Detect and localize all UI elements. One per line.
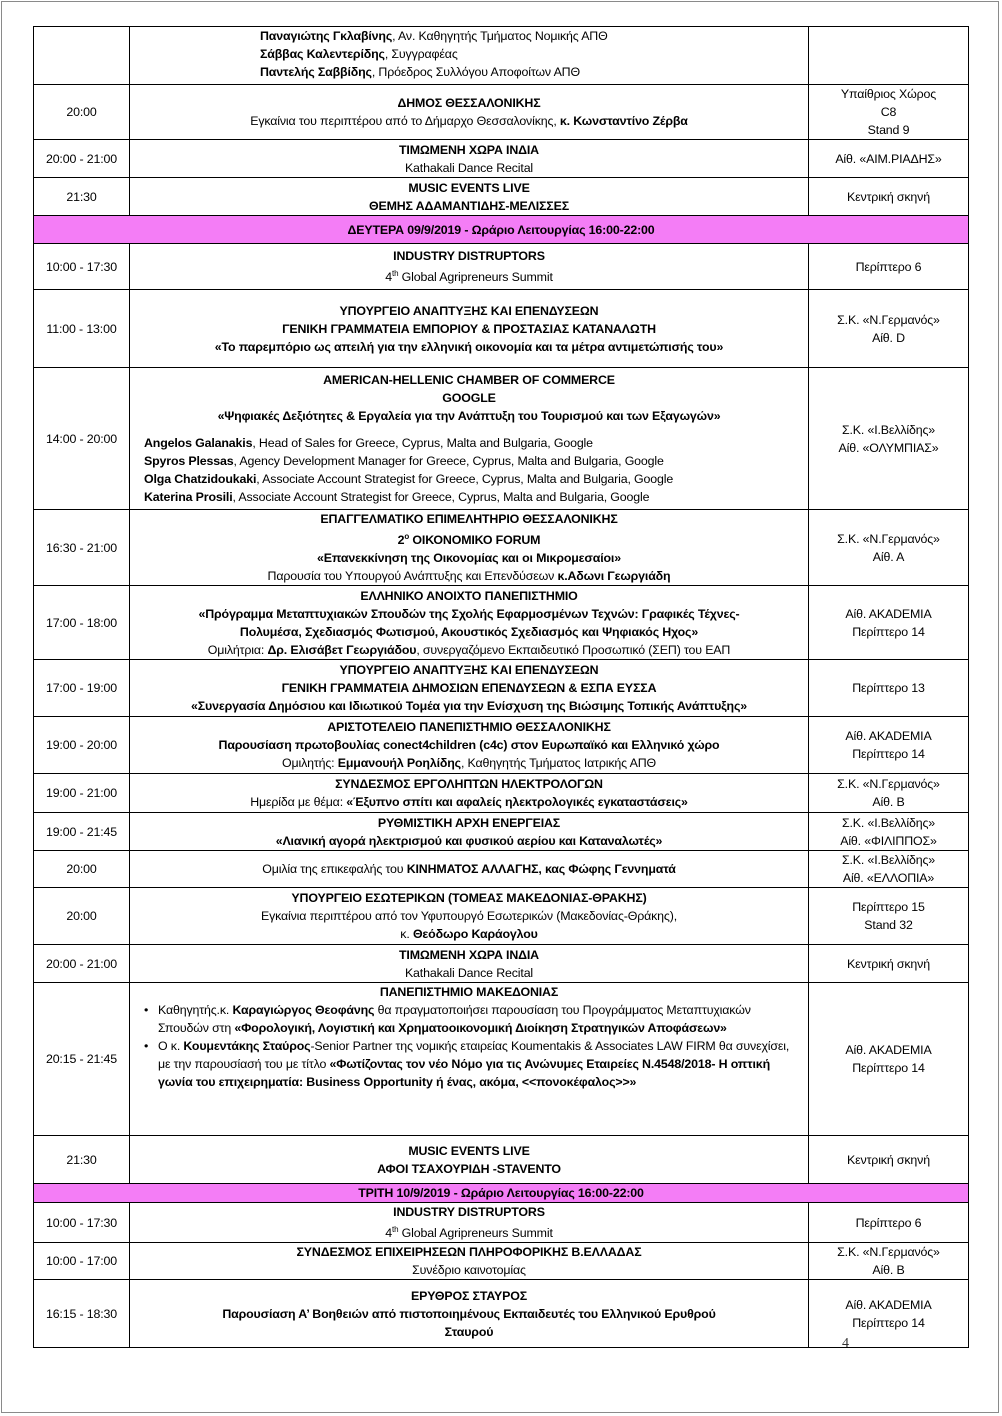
event-title: ΔΗΜΟΣ ΘΕΣΣΑΛΟΝΙΚΗΣ [397,96,541,110]
event-topic: «Έξυπνο σπίτι και αφαλείς ηλεκτρολογικές εγκαταστάσεις» [346,795,688,810]
venue-line: Αίθ. «ΟΛΥΜΠΙΑΣ» [838,440,939,455]
speaker-role: , Head of Sales for Greece, Cyprus, Malta and Bulgaria, Google [252,436,593,450]
event-title: MUSIC EVENTS LIVE [408,1143,530,1158]
time-cell: 20:00 [34,851,130,888]
venue-line: Κεντρική σκηνή [847,956,930,971]
table-row [34,290,969,368]
venue-cell [809,813,969,851]
table-row [34,1136,969,1184]
venue-cell [809,983,969,1136]
table-row [34,1243,969,1280]
ordinal-suffix: th [392,268,399,278]
event-title: ΕΠΑΓΓΕΛΜΑΤΙΚΟ ΕΠΙΜΕΛΗΤΗΡΙΟ ΘΕΣΣΑΛΟΝΙΚΗΣ [320,512,618,526]
speaker-label: Ο κ. [158,1039,184,1054]
presentation-list [134,1001,804,1091]
event-subtitle: ΓΕΝΙΚΗ ΓΡΑΜΜΑΤΕΙΑ ΔΗΜΟΣΙΩΝ ΕΠΕΝΔΥΣΕΩΝ & ΕΣΠΑ ΕΥΣΣΑ [281,681,657,696]
venue-cell [809,945,969,983]
venue-line: Αίθ. Β [872,1263,905,1278]
venue-cell [809,290,969,368]
day-header-row [34,1184,969,1203]
speaker-name: Σάββας Καλεντερίδης [260,47,385,61]
table-row [34,774,969,813]
table-row [34,586,969,660]
venue-cell [809,717,969,774]
event-cell [130,1203,809,1243]
event-title: ΤΙΜΩΜΕΝΗ ΧΩΡΑ ΙΝΔΙΑ [399,947,539,962]
time-cell: 17:00 - 18:00 [34,586,130,660]
venue-cell [809,1243,969,1280]
event-topic: Παρουσίαση πρωτοβουλίας conect4children (c4c) στον Ευρωπαϊκό και Ελληνικό χώρο [218,738,720,753]
venue-line: Σ.Κ. «Ν.Γερμανός» [837,1245,940,1260]
event-desc: Εγκαίνια του περιπτέρου από το Δήμαρχο Θεσσαλονίκης, [250,114,560,128]
event-cell [130,774,809,813]
table-row [34,178,969,216]
event-desc: Global Agripreneurs Summit [398,1226,553,1241]
table-row [34,85,969,140]
venue-line: Αίθ. ΑΚΑDEMIA [845,1043,932,1058]
event-topic: «Επανεκκίνηση της Οικονομίας και οι Μικρομεσαίοι» [317,551,621,566]
event-desc: -Senior Partner της νομικής εταιρείας Koumentakis & Associates LAW FIRM θα συνεχίσει, με την παρουσίασή του με τίτλο [158,1039,790,1072]
event-desc: Συνέδριο καινοτομίας [412,1263,526,1278]
time-cell: 16:30 - 21:00 [34,510,130,586]
speaker-name: Olga Chatzidoukaki [144,472,257,486]
time-cell: 20:00 [34,888,130,945]
speaker-name: κ.Αδωνι Γεωργιάδη [557,569,671,584]
event-desc: Ομιλία της επικεφαλής του [262,862,407,877]
event-cell [130,1136,809,1184]
time-cell: 19:00 - 21:45 [34,813,130,851]
event-cell [130,888,809,945]
event-cell [130,368,809,510]
venue-cell [809,774,969,813]
event-cell [130,1280,809,1348]
speaker-name: Spyros Plessas [144,454,234,468]
event-cell [130,586,809,660]
table-row [34,1280,969,1348]
table-row [34,813,969,851]
event-cell [130,244,809,290]
venue-line: Σ.Κ. «Ν.Γερμανός» [837,312,940,327]
event-cell [130,290,809,368]
event-topic: «Συνεργασία Δημόσιου και Ιδιωτικού Τομέα για την Ενίσχυση της Βιώσιμης Τοπικής Ανάπτυξης» [191,699,747,714]
venue-line: Stand 32 [864,918,913,933]
venue-cell [809,1280,969,1348]
speaker-role: , Καθηγητής Τμήματος Ιατρικής ΑΠΘ [460,756,656,771]
speaker-role: , Associate Account Strategist for Greece, Cyprus, Malta and Bulgaria, Google [232,490,650,504]
venue-line: Αίθ. ΑΚΑDEMIA [845,606,932,621]
time-cell: 20:00 - 21:00 [34,140,130,178]
venue-line: Σ.Κ. «Ι.Βελλίδης» [841,422,936,437]
page-number: 4 [842,1336,849,1351]
event-desc: ΑΦΟΙ ΤΣΑΧΟΥΡΙΔΗ -STAVENTO [377,1161,561,1176]
table-row [34,27,969,85]
event-title: ΣΥΝΔΕΣΜΟΣ ΕΡΓΟΛΗΠΤΩΝ ΗΛΕΚΤΡΟΛΟΓΩΝ [335,777,603,792]
venue-cell [809,1136,969,1184]
venue-cell [809,851,969,888]
event-subtitle: ΟΙΚΟΝΟΜΙΚΟ FORUM [409,533,541,548]
speaker-name: Katerina Prosili [144,490,233,504]
event-desc: Παρουσία του Υπουργού Ανάπτυξης και Επενδύσεων [267,569,558,584]
speaker-name: Θεόδωρο Καράογλου [412,927,538,942]
venue-cell [809,85,969,140]
venue-cell [809,1203,969,1243]
speaker-name: Παντελής Σαββίδης [260,65,372,79]
venue-line: Σ.Κ. «Ν.Γερμανός» [837,777,940,792]
event-topic: «Φορολογική, Λογιστική και Χρηματοοικονομική Διοίκηση Στρατηγικών Αποφάσεων» [234,1021,727,1036]
speaker-label: Καθηγητής.κ. [158,1003,233,1018]
table-row [34,510,969,586]
time-cell: 21:30 [34,1136,130,1184]
venue-cell [809,368,969,510]
speaker-name: Κουμεντάκης Σταύρος [183,1039,311,1054]
venue-line: Σ.Κ. «Ι.Βελλίδης» [841,815,936,830]
time-cell: 10:00 - 17:00 [34,1243,130,1280]
event-cell [130,660,809,717]
ordinal-number: 4 [385,1226,393,1241]
table-row [34,660,969,717]
event-subtitle: GOOGLE [442,391,496,405]
event-cell [130,27,809,85]
venue-line: Αίθ. Α [872,549,905,564]
venue-line: Αίθ. Β [872,795,905,810]
event-title: ΤΙΜΩΜΕΝΗ ΧΩΡΑ ΙΝΔΙΑ [399,142,539,157]
time-cell: 10:00 - 17:30 [34,244,130,290]
venue-line: Αίθ. «ΕΛΛΟΠΙΑ» [842,871,935,886]
event-desc: Εγκαίνια περιπτέρου από τον Υφυπουργό Εσωτερικών (Μακεδονίας-Θράκης), [260,909,678,924]
time-cell: 19:00 - 20:00 [34,717,130,774]
venue-line: Περίπτερο 15 [852,900,925,915]
venue-line: Περίπτερο 6 [855,259,922,274]
speaker-label: κ. [400,927,413,942]
venue-cell [809,140,969,178]
venue-cell [809,660,969,717]
speaker-name: Εμμανουήλ Ροηλίδης [337,756,461,771]
venue-line: Σ.Κ. «Ν.Γερμανός» [837,531,940,546]
day-header: ΤΡΙΤΗ 10/9/2019 - Ωράριο Λειτουργίας 16:00-22:00 [34,1184,969,1203]
ordinal-suffix: ο [404,532,410,541]
venue-line: Αίθ. ΑΚΑDEMIA [845,729,932,744]
speaker-role: , Associate Account Strategist for Greece, Cyprus, Malta and Bulgaria, Google [256,472,674,486]
venue-cell [809,178,969,216]
time-cell: 10:00 - 17:30 [34,1203,130,1243]
event-desc: θα πραγματοποιήσει παρουσίαση του Προγράμματος Μεταπτυχιακών Σπουδών στη [158,1003,751,1036]
event-topic: Παρουσίαση Α’ Βοηθειών από πιστοποιημένους Εκπαιδευτές του Ελληνικού Ερυθρού [222,1306,716,1321]
event-title: AMERICAN-HELLENIC CHAMBER OF COMMERCE [323,373,615,387]
event-title: ΥΠΟΥΡΓΕΙΟ ΕΣΩΤΕΡΙΚΩΝ (ΤΟΜΕΑΣ ΜΑΚΕΔΟΝΙΑΣ-ΘΡΑΚΗΣ) [291,891,647,906]
event-topic: Σταυρού [444,1324,494,1339]
speaker-role: , Πρόεδρος Συλλόγου Αποφοίτων ΑΠΘ [371,65,580,79]
time-cell: 17:00 - 19:00 [34,660,130,717]
venue-cell [809,510,969,586]
venue-line: Περίπτερο 6 [855,1215,922,1230]
time-cell: 21:30 [34,178,130,216]
table-row [34,140,969,178]
event-cell [130,851,809,888]
venue-line: Σ.Κ. «Ι.Βελλίδης» [841,853,936,868]
event-title: INDUSTRY DISTRUPTORS [393,248,545,263]
event-desc: ΘΕΜΗΣ ΑΔΑΜΑΝΤΙΔΗΣ-ΜΕΛΙΣΣΕΣ [368,198,569,213]
ordinal-number: 2 [397,533,405,548]
venue-line: Κεντρική σκηνή [847,189,930,204]
speaker-label: Ομιλήτρια: [207,642,268,657]
ordinal-number: 4 [385,270,393,285]
event-topic: Πολυμέσα, Σχεδιασμός Φωτισμού, Ακουστικός Σχεδιασμός και Ψηφιακός Ηχος» [239,624,699,639]
venue-line: Περίπτερο 14 [852,1315,925,1330]
table-row [34,368,969,510]
event-title: ΑΡΙΣΤΟΤΕΛΕΙΟ ΠΑΝΕΠΙΣΤΗΜΙΟ ΘΕΣΣΑΛΟΝΙΚΗΣ [327,720,611,735]
venue-line: Αίθ. «ΦΙΛΙΠΠΟΣ» [840,833,937,848]
table-row [34,244,969,290]
venue-line: Αίθ. ΑΚΑDEMIA [845,1297,932,1312]
venue-line: Κεντρική σκηνή [847,1152,930,1167]
event-cell [130,945,809,983]
speaker-name: Παναγιώτης Γκλαβίνης [260,29,393,43]
time-cell: 19:00 - 21:00 [34,774,130,813]
event-cell [130,813,809,851]
event-desc: Kathakali Dance Recital [404,160,534,175]
event-title: ΣΥΝΔΕΣΜΟΣ ΕΠΙΧΕΙΡΗΣΕΩΝ ΠΛΗΡΟΦΟΡΙΚΗΣ Β.ΕΛΛΑΔΑΣ [296,1245,642,1260]
speaker-role: , Συγγραφέας [384,47,458,61]
time-cell: 11:00 - 13:00 [34,290,130,368]
venue-line: C8 [880,105,897,119]
schedule-table [33,26,969,1348]
time-cell: 20:00 - 21:00 [34,945,130,983]
venue-cell [809,27,969,85]
venue-line: Υπαίθριος Χώρος [840,87,937,101]
speaker-name: Καραγιώργος Θεοφάνης [232,1003,375,1018]
speaker-role: , Agency Development Manager for Greece, Cyprus, Malta and Bulgaria, Google [233,454,664,468]
event-cell [130,178,809,216]
speaker-role: , Αν. Καθηγητής Τμήματος Νομικής ΑΠΘ [392,29,608,43]
event-topic: «Λιανική αγορά ηλεκτρισμού και φυσικού αερίου και Καταναλωτές» [275,833,663,848]
table-row [34,945,969,983]
event-desc: Ημερίδα με θέμα: [250,795,347,810]
event-title: ΕΛΛΗΝΙΚΟ ΑΝΟΙΧΤΟ ΠΑΝΕΠΙΣΤΗΜΙΟ [360,588,578,603]
venue-line: Περίπτερο 14 [852,624,925,639]
time-cell: 20:15 - 21:45 [34,983,130,1136]
event-title: INDUSTRY DISTRUPTORS [393,1205,545,1220]
time-cell: 16:15 - 18:30 [34,1280,130,1348]
time-cell [34,27,130,85]
event-topic: «Ψηφιακές Δεξιότητες & Εργαλεία για την Ανάπτυξη του Τουρισμού και των Εξαγωγών» [217,409,721,423]
table-row [34,717,969,774]
event-title: MUSIC EVENTS LIVE [408,180,530,195]
venue-cell [809,888,969,945]
event-cell [130,85,809,140]
list-item [158,1037,804,1091]
event-title: ΥΠΟΥΡΓΕΙΟ ΑΝΑΠΤΥΞΗΣ ΚΑΙ ΕΠΕΝΔΥΣΕΩΝ [339,663,599,678]
event-topic: «Φωτίζοντας τον νέο Νόμο για τις Ανώνυμες Εταιρείες Ν.4548/2018- Η οπτική γωνία του επιχειρηματία: Business Opportunity ή ένας, ακόμα, <<πονοκέφαλος>>» [158,1057,770,1090]
day-header: ΔΕΥΤΕΡΑ 09/9/2019 - Ωράριο Λειτουργίας 16:00-22:00 [34,216,969,244]
table-row [34,888,969,945]
speaker-label: Ομιλητής: [282,756,338,771]
day-header-row [34,216,969,244]
event-cell [130,1243,809,1280]
venue-line: Αίθ. «ΑΙΜ.ΡΙΑΔΗΣ» [835,151,942,166]
event-topic: «Το παρεμπόριο ως απειλή για την ελληνική οικονομία και τα μέτρα αντιμετώπισής του» [214,339,724,354]
event-topic: «Πρόγραμμα Μεταπτυχιακών Σπουδών της Σχολής Εφαρμοσμένων Τεχνών: Γραφικές Τέχνες- [198,606,740,621]
event-cell [130,983,809,1136]
venue-line: Περίπτερο 13 [852,681,925,696]
event-title: ΥΠΟΥΡΓΕΙΟ ΑΝΑΠΤΥΞΗΣ ΚΑΙ ΕΠΕΝΔΥΣΕΩΝ [339,303,599,318]
table-row [34,983,969,1136]
event-title: ΡΥΘΜΙΣΤΙΚΗ ΑΡΧΗ ΕΝΕΡΓΕΙΑΣ [377,815,561,830]
speaker-name: κ. Κωνσταντίνο Ζέρβα [559,114,688,128]
venue-line: Stand 9 [867,123,910,137]
event-cell [130,717,809,774]
event-cell [130,510,809,586]
event-title: ΕΡΥΘΡΟΣ ΣΤΑΥΡΟΣ [411,1288,527,1303]
event-title: ΠΑΝΕΠΙΣΤΗΜΙΟ ΜΑΚΕΔΟΝΙΑΣ [379,985,559,1000]
event-desc: Global Agripreneurs Summit [398,270,553,285]
time-cell: 14:00 - 20:00 [34,368,130,510]
venue-line: Περίπτερο 14 [852,1061,925,1076]
venue-cell [809,586,969,660]
venue-line: Περίπτερο 14 [852,747,925,762]
time-cell: 20:00 [34,85,130,140]
table-row [34,851,969,888]
event-cell [130,140,809,178]
venue-line: Αίθ. D [872,330,905,345]
ordinal-suffix: th [392,1225,399,1235]
venue-cell [809,244,969,290]
speaker-role: , συνεργαζόμενο Εκπαιδευτικό Προσωπικό (ΣΕΠ) του ΕΑΠ [416,642,731,657]
speaker-name: ΚΙΝΗΜΑΤΟΣ ΑΛΛΑΓΗΣ, κας Φώφης Γεννηματά [406,862,676,877]
list-item [158,1001,804,1037]
speaker-name: Angelos Galanakis [144,436,253,450]
event-desc: Kathakali Dance Recital [404,965,534,980]
speaker-name: Δρ. Ελισάβετ Γεωργιάδου [267,642,417,657]
event-subtitle: ΓΕΝΙΚΗ ΓΡΑΜΜΑΤΕΙΑ ΕΜΠΟΡΙΟΥ & ΠΡΟΣΤΑΣΙΑΣ ΚΑΤΑΝΑΛΩΤΗ [282,321,656,336]
table-row [34,1203,969,1243]
